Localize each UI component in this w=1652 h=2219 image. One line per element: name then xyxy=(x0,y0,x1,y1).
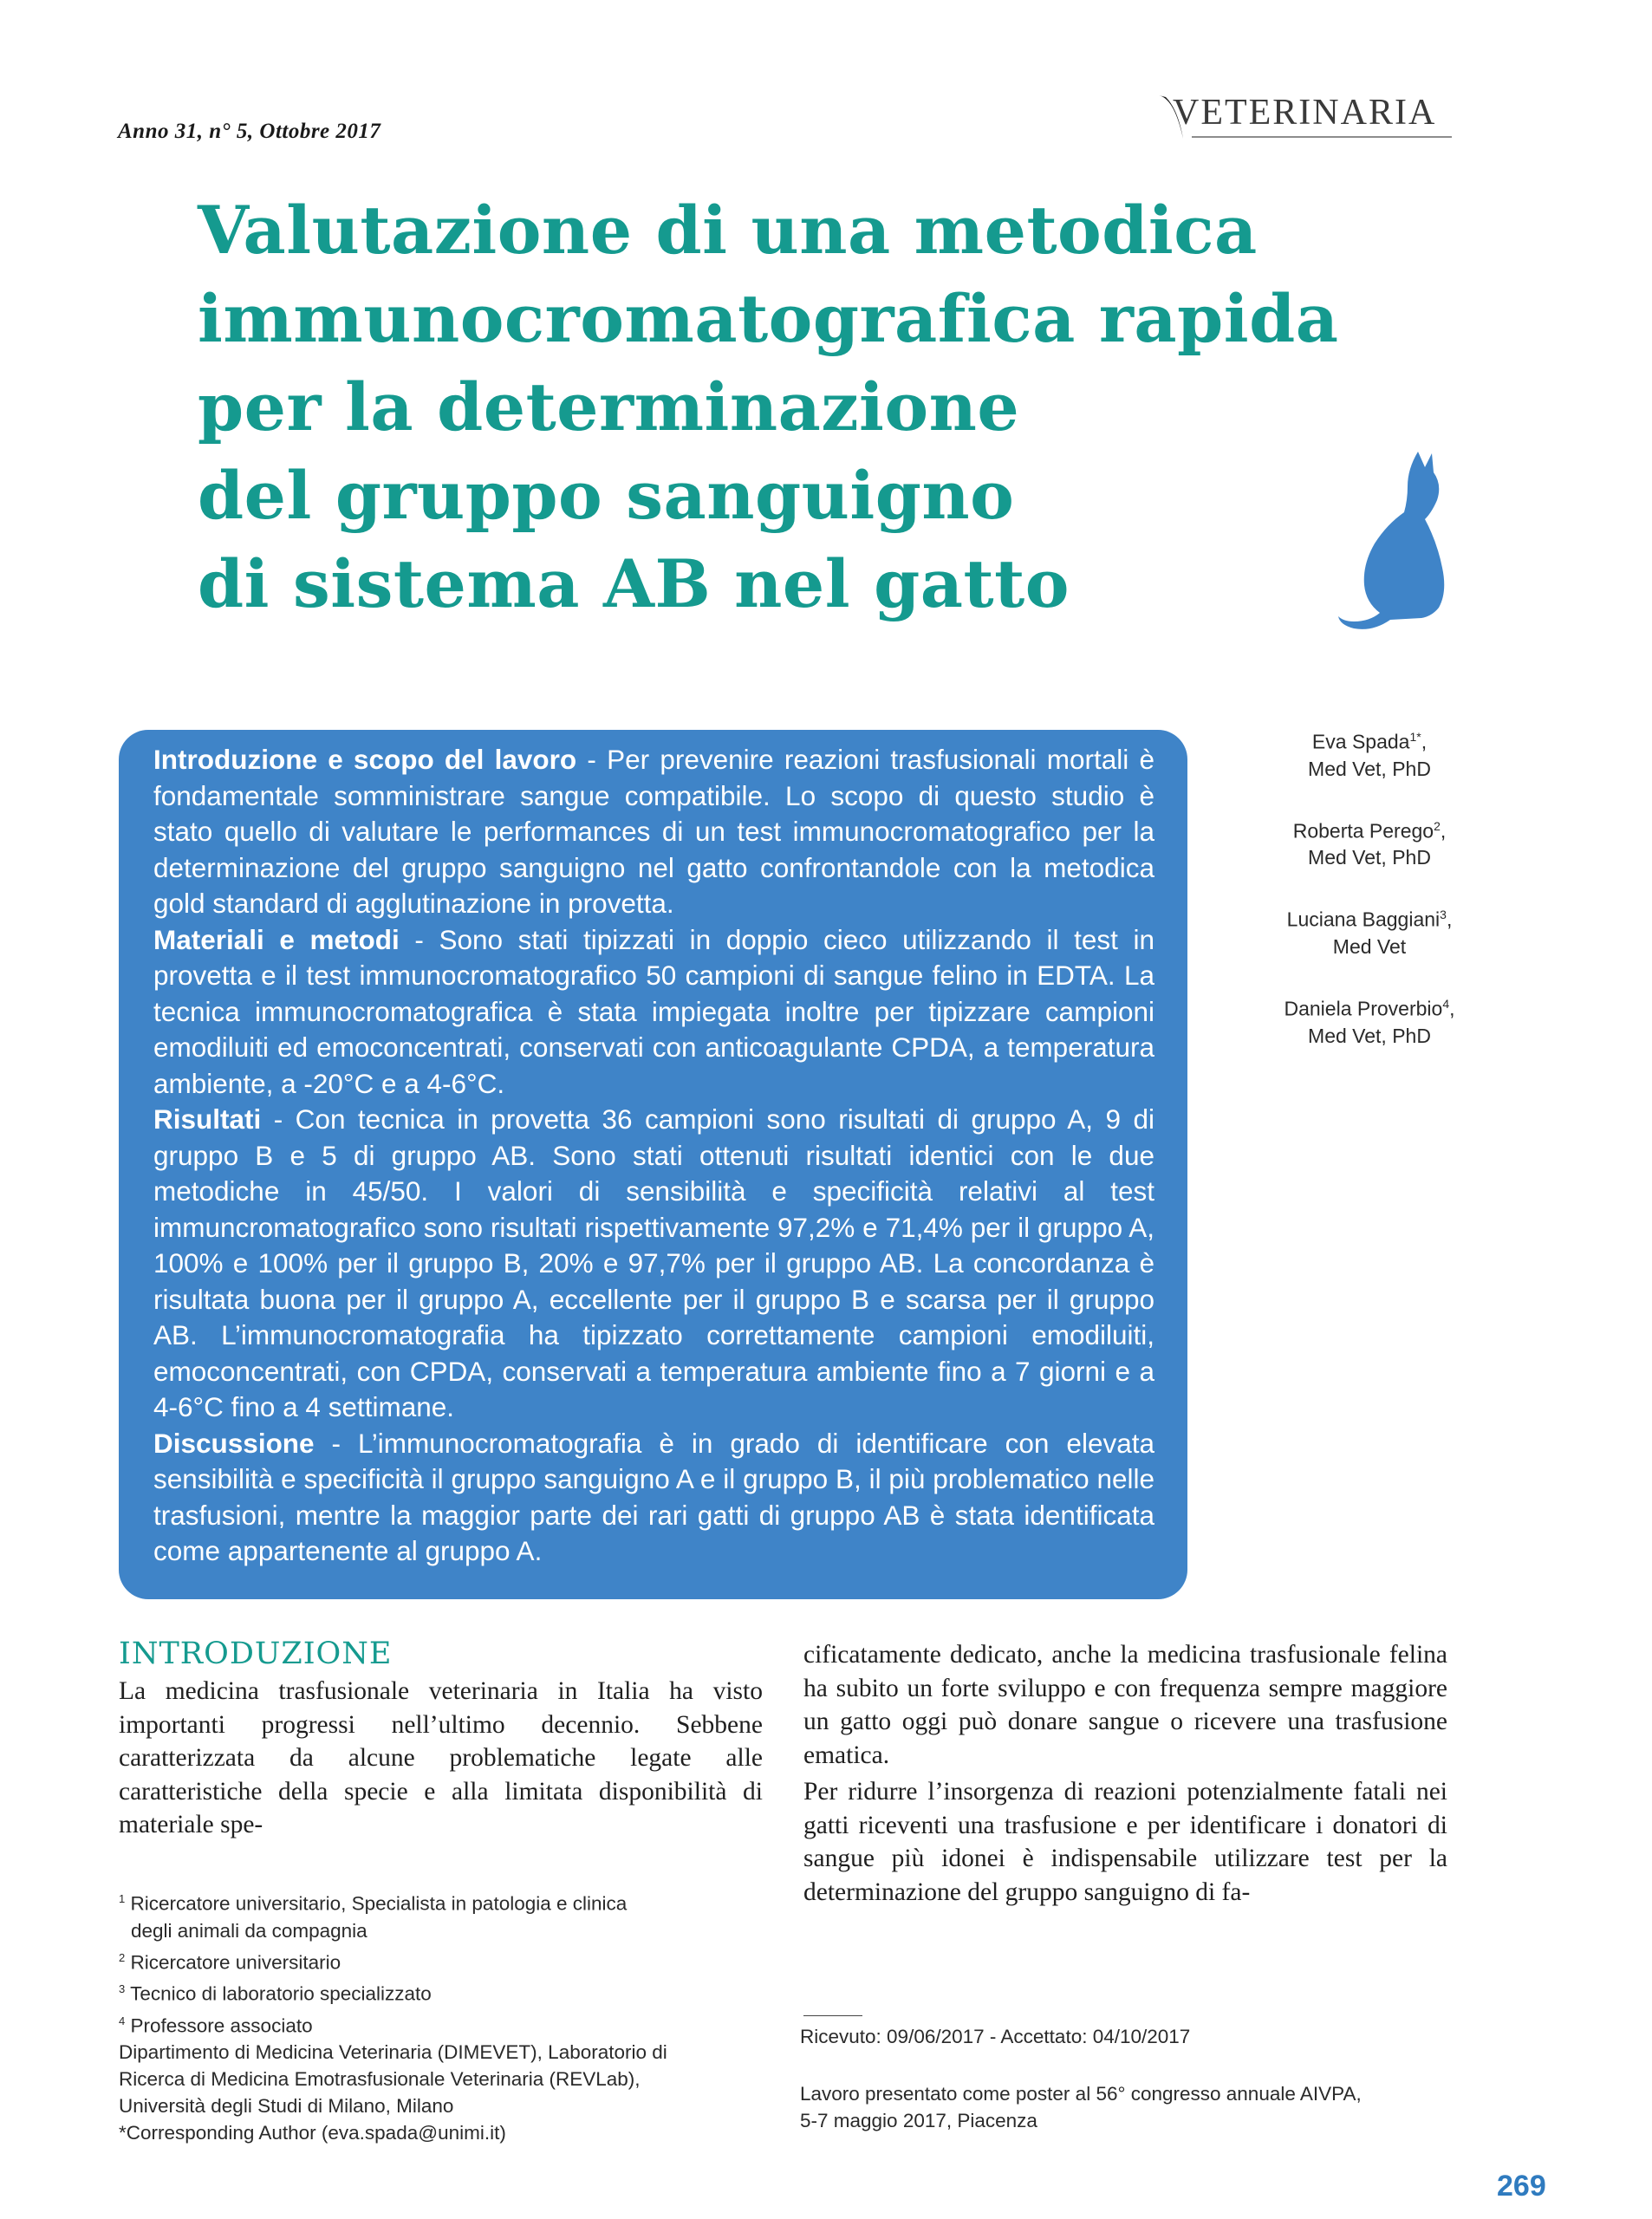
title-line: del gruppo sanguigno xyxy=(198,457,1015,534)
author-title: Med Vet, PhD xyxy=(1308,1024,1431,1047)
abstract-heading: Materiali e metodi xyxy=(153,923,400,955)
author-title: Med Vet, PhD xyxy=(1308,757,1431,780)
footnote-text: Tecnico di laboratorio specializzato xyxy=(130,1982,432,2005)
author-entry: Roberta Perego$^2$, Med Vet, PhD xyxy=(1213,813,1525,872)
body-column-right xyxy=(803,1638,1447,1909)
author-name: Roberta Perego xyxy=(1292,819,1434,843)
received-accepted-dates: Ricevuto: 09/06/2017 - Accettato: 04/10/2017 xyxy=(800,2026,1191,2047)
footnote-number: 1 xyxy=(119,1892,126,1905)
journal-logo xyxy=(1157,80,1456,142)
journal-issue-info: Anno 31, n° 5, Ottobre 2017 xyxy=(118,120,381,143)
body-paragraph: cificatamente dedicato, anche la medicina trasfusionale felina ha subito un forte sviluppo e con frequenza sempre maggiore un gatto oggi può donare sangue o ricevere una trasfusione ematica. xyxy=(803,1641,1447,1769)
footnote-text: degli animali da compagnia xyxy=(131,1919,367,1942)
footnote xyxy=(119,1975,769,2008)
body-column-left xyxy=(119,1637,763,1842)
author-affiliation-mark: 3 xyxy=(1440,908,1447,922)
body-paragraph: Per ridurre l’insorgenza di reazioni potenzialmente fatali nei gatti riceventi una trasfusione e per identificare i donatori di sangue più idonei è indispensabile utilizzare test per la determinazione del gruppo sanguigno di fa- xyxy=(803,1778,1447,1906)
abstract-text: - Con tecnica in provetta 36 campioni sono risultati di gruppo A, 9 di gruppo B e 5 di gruppo AB. Sono stati ottenuti risultati identici con le due metodiche in 45/50. I valori di sensibilità e specificità relativi al test immuncromatografico sono risultati rispettivamente 97,2% e 71,4% per il gruppo A, 100% e 100% per il gruppo B, 20% e 97,7% per il gruppo AB. La concordanza è risultata buona per il gruppo A, eccellente per il gruppo B e scarsa per il gruppo AB. L’immunocromatografia ha tipizzato correttamente campioni emodiluiti, emoconcentrati, con CPDA, conservati a temperatura ambiente fino a 7 giorni e a 4-6°C fino a 4 settimane. xyxy=(153,1103,1154,1422)
abstract-paragraph-introduction xyxy=(153,742,1154,922)
footnote xyxy=(119,1885,769,1917)
abstract-text: - L’immunocromatografia è in grado di identificare con elevata sensibilità e specificità il gruppo sanguigno A e il gruppo B, il più problematico nelle trasfusioni, mentre la maggior parte dei rari gatti di gruppo AB è stata identificata come appartenente al gruppo A. xyxy=(153,1427,1154,1566)
footnote-number: 2 xyxy=(119,1950,126,1964)
title-line: per la determinazione xyxy=(198,368,1020,446)
author-affiliation-mark: 4 xyxy=(1442,996,1450,1011)
footnote xyxy=(119,2008,769,2040)
footnote-text: Ricercatore universitario, Specialista in patologia e clinica xyxy=(130,1892,628,1915)
poster-note-line: Lavoro presentato come poster al 56° congresso annuale AIVPA, xyxy=(800,2083,1362,2105)
footnote xyxy=(119,1917,769,1944)
abstract-heading: Risultati xyxy=(153,1103,262,1135)
logo-text: VETERINARIA xyxy=(1173,93,1437,133)
poster-note-line: 5-7 maggio 2017, Piacenza xyxy=(800,2110,1037,2131)
footnote xyxy=(119,1944,769,1976)
author-title: Med Vet, PhD xyxy=(1308,846,1431,869)
author-list xyxy=(1213,724,1525,1080)
article-title xyxy=(198,186,1454,628)
abstract-box xyxy=(119,730,1187,1599)
body-paragraph: La medicina trasfusionale veterinaria in Italia ha visto importanti progressi nell’ultimo decennio. Sebbene caratterizzata da alcune problematiche legate alle caratteristiche della specie e alla limitata disponibilità di materiale spe- xyxy=(119,1677,763,1838)
section-heading-introduzione: INTRODUZIONE xyxy=(119,1637,393,1671)
corresponding-author: *Corresponding Author (eva.spada@unimi.it) xyxy=(119,2122,506,2144)
author-name: Luciana Baggiani xyxy=(1286,908,1441,931)
abstract-text: - Sono stati tipizzati in doppio cieco utilizzando il test in provetta e il test immunocromatografico 50 campioni di sangue felino in EDTA. La tecnica immunocromatografica è stata impiegata inoltre per tipizzare campioni emodiluiti ed emoconcentrati, conservati con anticoagulante CPDA, a temperatura ambiente, a -20°C e a 4-6°C. xyxy=(153,923,1155,1099)
abstract-paragraph-methods xyxy=(153,922,1154,1103)
abstract-text: - Per prevenire reazioni trasfusionali mortali è fondamentale somministrare sangue compatibile. Lo scopo di questo studio è stato quello di valutare le performances di un test immunocromatografico per la determinazione del gruppo sanguigno nel gatto confrontandole con la metodica gold standard di agglutinazione in provetta. xyxy=(153,744,1154,919)
footnote-number: 4 xyxy=(119,2014,126,2027)
abstract-heading: Introduzione e scopo del lavoro xyxy=(153,744,577,775)
poster-note xyxy=(800,2080,1459,2134)
footnotes xyxy=(119,1885,769,2146)
footnote-text: Professore associato xyxy=(130,2014,313,2036)
abstract-paragraph-discussion xyxy=(153,1426,1154,1570)
title-line: Valutazione di una metodica xyxy=(198,192,1258,269)
affiliation-line: Università degli Studi di Milano, Milano xyxy=(119,2095,454,2117)
author-entry: Daniela Proverbio$^4$, Med Vet, PhD xyxy=(1213,991,1525,1050)
footnote-number: 3 xyxy=(119,1982,126,1995)
author-affiliation-mark: 1* xyxy=(1409,730,1421,744)
divider xyxy=(803,2015,862,2016)
affiliation-line: Ricerca di Medicina Emotrasfusionale Veterinaria (REVLab), xyxy=(119,2068,641,2090)
title-line: di sistema AB nel gatto xyxy=(198,545,1070,622)
author-title: Med Vet xyxy=(1332,934,1407,958)
footnote-text: Ricercatore universitario xyxy=(130,1951,341,1973)
author-entry: Luciana Baggiani$^3$, Med Vet xyxy=(1213,901,1525,960)
cat-silhouette-icon xyxy=(1335,446,1465,637)
abstract-paragraph-results xyxy=(153,1102,1154,1426)
affiliation-line: Dipartimento di Medicina Veterinaria (DIMEVET), Laboratorio di xyxy=(119,2041,667,2063)
author-entry: Eva Spada$^{1*}$, Med Vet, PhD xyxy=(1213,724,1525,783)
title-line: immunocromatografica rapida xyxy=(198,280,1339,357)
author-name: Daniela Proverbio xyxy=(1284,997,1443,1020)
author-affiliation-mark: 2 xyxy=(1434,818,1441,833)
page-number: 269 xyxy=(1497,2170,1546,2203)
author-name: Eva Spada xyxy=(1311,730,1410,753)
abstract-heading: Discussione xyxy=(153,1427,315,1459)
